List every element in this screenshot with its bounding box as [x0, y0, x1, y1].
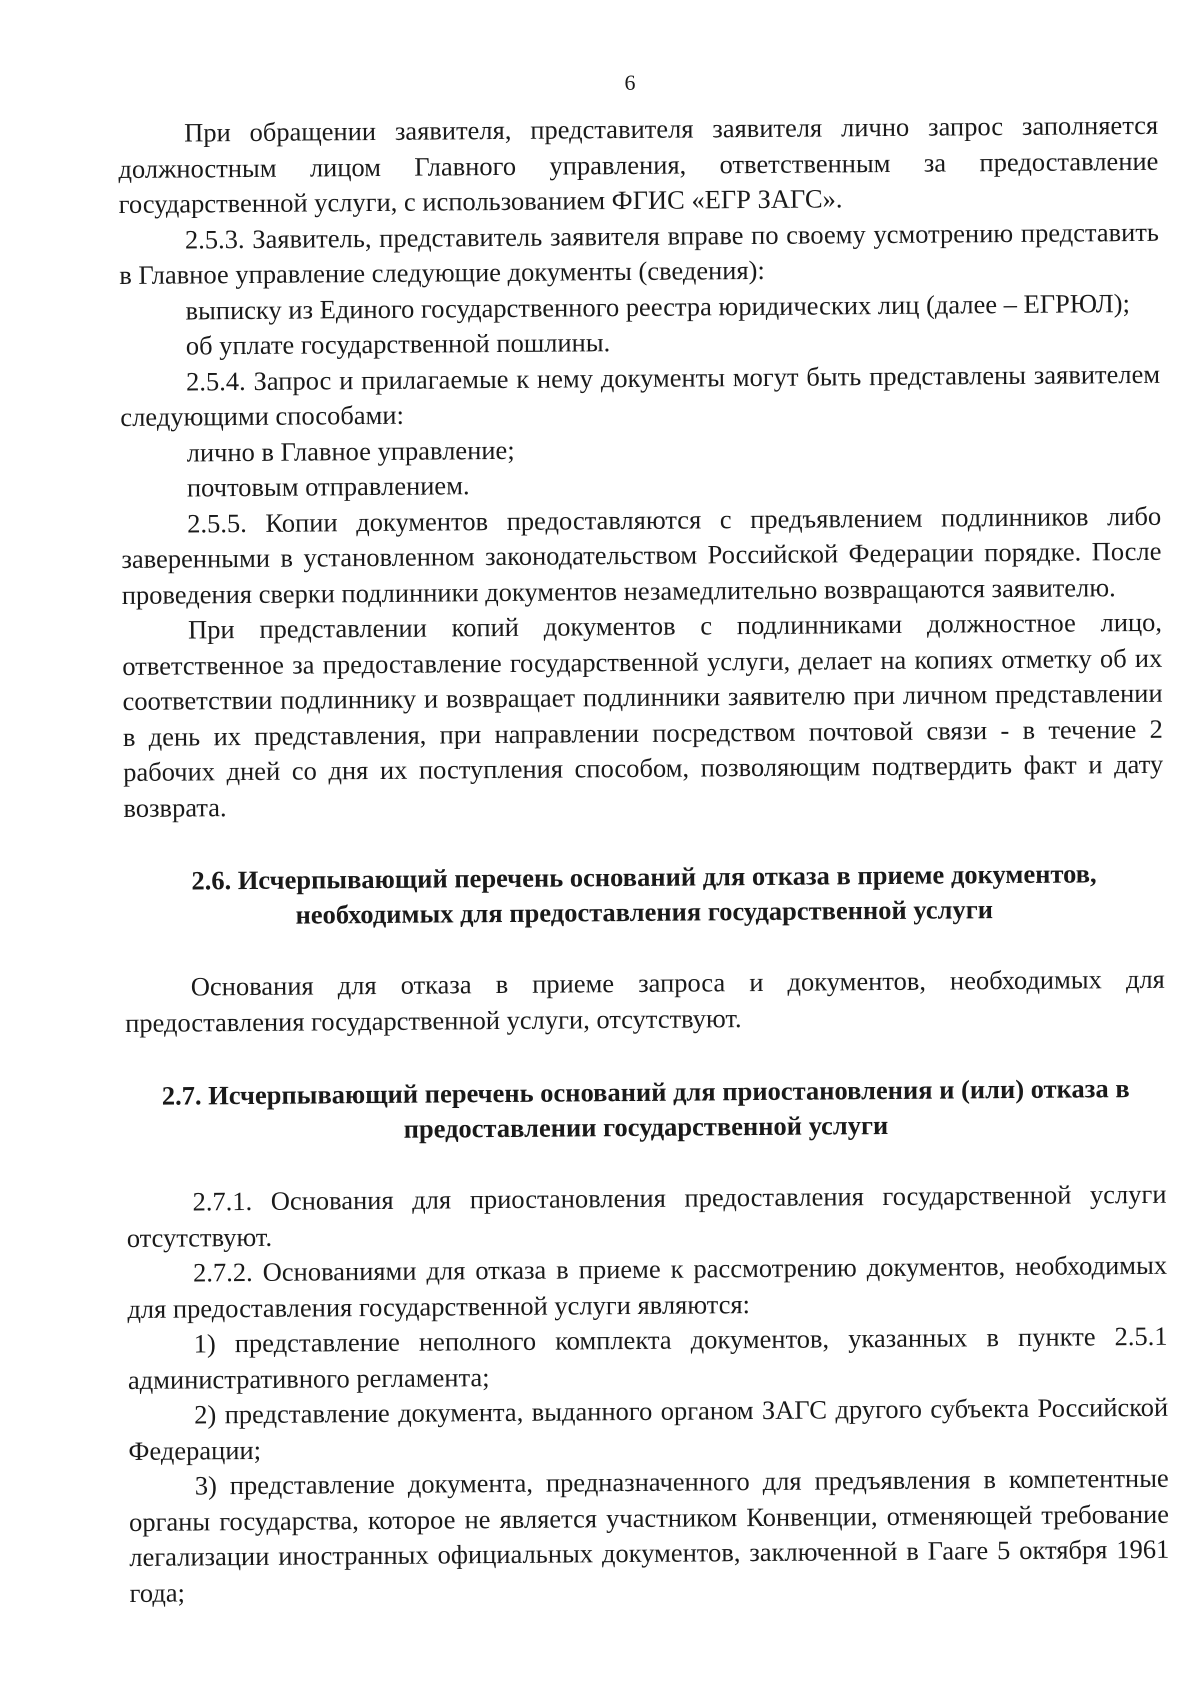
- section-heading-2-7: 2.7. Исчерпывающий перечень оснований для приостановления и (или) отказа в предоставлении государственной услуги: [161, 1073, 1130, 1144]
- document-body: [118, 108, 1170, 1611]
- paragraph: 1) представление неполного комплекта документов, указанных в пункте 2.5.1 административного регламента;: [127, 1320, 1168, 1395]
- paragraph: почтовым отправлением.: [186, 470, 470, 503]
- paragraph: выписку из Единого государственного реестра юридических лиц (далее – ЕГРЮЛ);: [185, 287, 1131, 325]
- paragraph: 2.5.3. Заявитель, представитель заявителя вправе по своему усмотрению представить в Главное управление следующие документы (сведения):: [119, 216, 1160, 290]
- paragraph: При обращении заявителя, представителя заявителя лично запрос заполняется должностным лицом Главного управления, ответственным за предоставление государственной услуги, с использованием ФГИС «ЕГР ЗАГС».: [118, 109, 1159, 219]
- paragraph: 2.5.5. Копии документов предоставляются с предъявлением подлинников либо заверенными в установленном законодательством Российской Федерации порядке. После проведения сверки подлинники документов незамедлительно возвращаются заявителю.: [121, 500, 1162, 610]
- paragraph: 2.7.2. Основаниями для отказа в приеме к рассмотрению документов, необходимых для предоставления государственной услуги являются:: [127, 1249, 1168, 1324]
- paragraph: 2.7.1. Основания для приостановления предоставления государственной услуги отсутствуют.: [126, 1178, 1167, 1253]
- paragraph: лично в Главное управление;: [186, 434, 515, 467]
- paragraph: об уплате государственной пошлины.: [185, 327, 611, 361]
- section-heading-2-6: 2.6. Исчерпывающий перечень оснований для отказа в приеме документов, необходимых для предоставления государственной услуги: [191, 858, 1097, 930]
- paragraph: 3) представление документа, предназначенного для предъявления в компетентные органы государства, которое не является участником Конвенции, отменяющей требование легализации иностранных официальных документов, заключенной в Гааге 5 октября 1961 года;: [128, 1462, 1170, 1608]
- page-number: 6: [624, 70, 636, 95]
- paragraph: 2) представление документа, выданного органом ЗАГС другого субъекта Российской Федерации;: [128, 1391, 1169, 1466]
- paragraph: При представлении копий документов с подлинниками должностное лицо, ответственное за предоставление государственной услуги, делает на копиях отметку об их соответствии подлиннику и возвращает подлинники заявителю при личном представлении в день их представления, при направлении посредством почтовой связи - в течение 2 рабочих дней со дня их поступления способом, позволяющим подтвердить факт и дату возврата.: [122, 606, 1164, 823]
- paragraph: Основания для отказа в приеме запроса и документов, необходимых для предоставления государственной услуги, отсутствуют.: [125, 963, 1165, 1038]
- paragraph: 2.5.4. Запрос и прилагаемые к нему документы могут быть представлены заявителем следующими способами:: [120, 358, 1161, 432]
